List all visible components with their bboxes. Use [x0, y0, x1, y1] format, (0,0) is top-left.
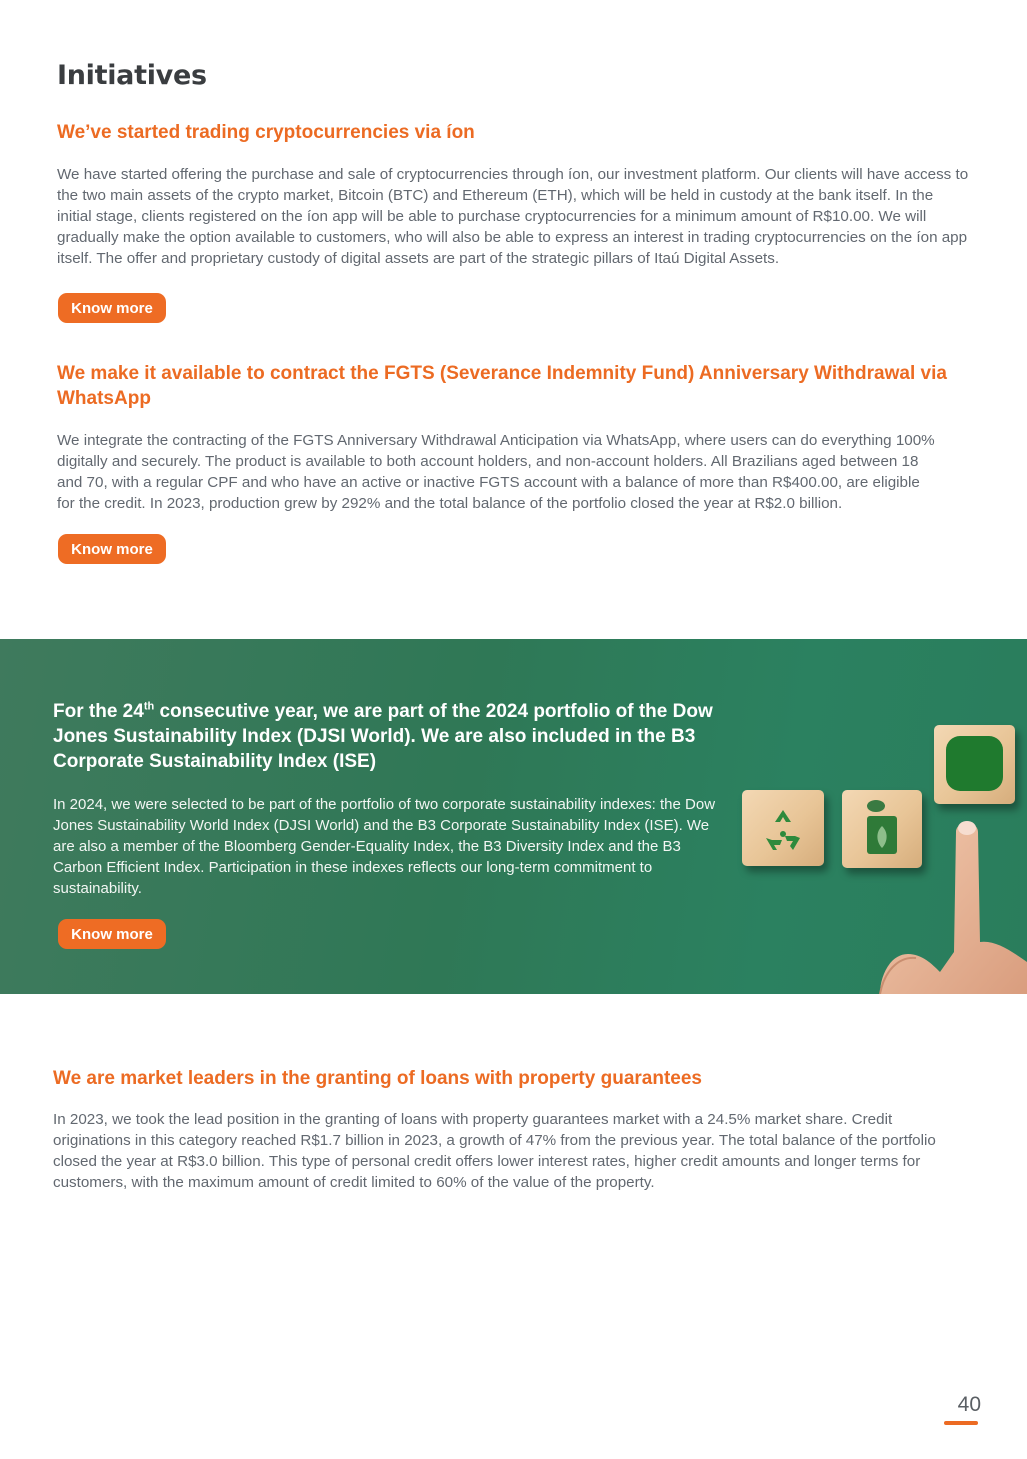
crypto-know-more-button[interactable]: Know more — [58, 293, 166, 323]
pointing-hand-image — [870, 814, 1027, 994]
banner-body: In 2024, we were selected to be part of the portfolio of two corporate sustainability indexes: the Dow Jones Sustainability World Index (DJSI World) and the B3 Corporate Sustainability Index (ISE). We are also a member of the Bloomberg Gender-Equality Index, the B3 Diversity Index and the B3 Carbon Efficient Index. Participation in these indexes reflects our long-term commitment to sustainability. — [53, 796, 716, 897]
page-number-underline — [944, 1421, 978, 1425]
recycle-cube — [742, 790, 824, 866]
page-number: 40 — [957, 1393, 981, 1416]
crypto-section-body: We have started offering the purchase and sale of cryptocurrencies through íon, our investment platform. Our clients will have access to the two main assets of the crypto market, Bitcoin (BTC) and Ethereum (ETH), which will be held in custody at the bank itself. In the initial stage, clients registered on the íon app will be able to purchase cryptocurrencies for a minimum amount of R$10.00. We will gradually make the option available to customers, who will also be able to express an interest in trading cryptocurrencies on the íon app itself. The offer and proprietary custody of digital assets are part of the strategic pillars of Itaú Digital Assets. — [57, 166, 969, 267]
property-loans-section-title: We are market leaders in the granting of loans with property guarantees — [53, 1068, 702, 1089]
banner-title: For the 24th consecutive year, we are part of the 2024 portfolio of the Dow Jones Sustainability Index (DJSI World). We are also included in the B3 Corporate Sustainability Index (ISE) — [53, 700, 713, 772]
green-square-cube — [934, 725, 1015, 804]
green-square-icon — [934, 725, 1015, 804]
sustainability-banner — [0, 639, 1027, 994]
crypto-section-title: We’ve started trading cryptocurrencies via íon — [57, 122, 475, 143]
fgts-section-title: We make it available to contract the FGTS (Severance Indemnity Fund) Anniversary Withdrawal via WhatsApp — [57, 363, 947, 409]
page-title: Initiatives — [57, 60, 207, 91]
fgts-section-body: We integrate the contracting of the FGTS Anniversary Withdrawal Anticipation via WhatsApp, where users can do everything 100% digitally and securely. The product is available to both account holders, and non-account holders. All Brazilians aged between 18 and 70, with a regular CPF and who have an active or inactive FGTS account with a balance of more than R$400.00, are eligible for the credit. In 2023, production grew by 292% and the total balance of the portfolio closed the year at R$2.0 billion. — [57, 432, 935, 512]
recycle-icon — [742, 790, 824, 866]
banner-know-more-button[interactable]: Know more — [58, 919, 166, 949]
fgts-know-more-button[interactable]: Know more — [58, 534, 166, 564]
property-loans-section-body: In 2023, we took the lead position in the granting of loans with property guarantees market with a 24.5% market share. Credit originations in this category reached R$1.7 billion in 2023, a growth of 47% from the previous year. The total balance of the portfolio closed the year at R$3.0 billion. This type of personal credit offers lower interest rates, higher credit amounts and longer terms for customers, with the maximum amount of credit limited to 60% of the value of the property. — [53, 1111, 936, 1191]
